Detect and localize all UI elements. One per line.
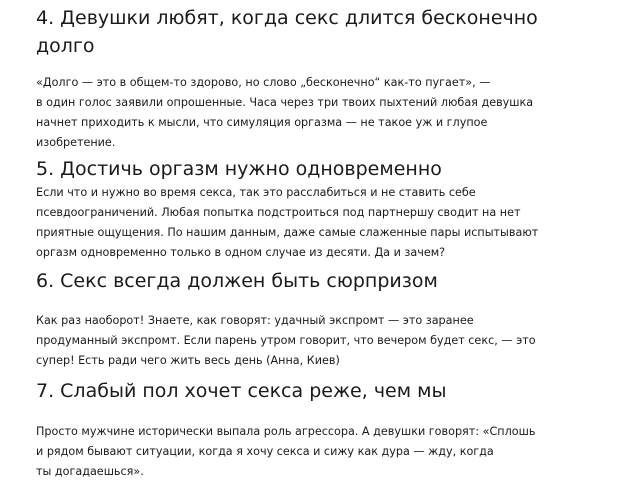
section-4-heading-line-1: 4. Девушки любят, когда секс длится бесконечно (36, 7, 538, 29)
paragraph-line: оргазм одновременно только в одном случае из десяти. Да и зачем? (36, 246, 446, 259)
paragraph-line: Если что и нужно во время секса, так это расслабиться и не ставить себе (36, 186, 476, 199)
section-5-heading: 5. Достичь оргазм нужно одновременно (36, 158, 442, 180)
section-6-paragraph (36, 311, 536, 371)
section-7-heading: 7. Слабый пол хочет секса реже, чем мы (36, 380, 447, 402)
paragraph-line: и рядом бывают ситуации, когда я хочу секса и сижу как дура — жду, когда (36, 445, 494, 458)
paragraph-line: изобретение. (36, 136, 116, 149)
section-6-heading: 6. Секс всегда должен быть сюрпризом (36, 270, 438, 292)
paragraph-line: ты догадаешься». (36, 465, 144, 478)
paragraph-line: псевдоограничений. Любая попытка подстроиться под партнершу сводит на нет (36, 206, 521, 219)
paragraph-line: Просто мужчине исторически выпала роль агрессора. А девушки говорят: «Сплошь (36, 425, 536, 438)
section-4-heading-line-2: долго (36, 35, 95, 57)
paragraph-line: Как раз наоборот! Знаете, как говорят: удачный экспромт — это заранее (36, 314, 474, 327)
paragraph-line: в один голос заявили опрошенные. Часа через три твоих пыхтений любая девушка (36, 96, 534, 109)
paragraph-line: супер! Есть ради чего жить весь день (Анна, Киев) (36, 354, 340, 367)
paragraph-line: приятные ощущения. По нашим данным, даже самые слаженные пары испытывают (36, 226, 539, 239)
section-4-paragraph (36, 73, 533, 153)
section-7-paragraph (36, 422, 535, 482)
paragraph-line: «Долго — это в общем-то здорово, но слово „бесконечно“ как-то пугает», — (36, 76, 491, 89)
section-5-paragraph (36, 183, 538, 263)
paragraph-line: начнет приходить к мысли, что симуляция оргазма — не такое уж и глупое (36, 116, 488, 129)
paragraph-line: продуманный экспромт. Если парень утром говорит, что вечером будет секс, — это (36, 334, 536, 347)
